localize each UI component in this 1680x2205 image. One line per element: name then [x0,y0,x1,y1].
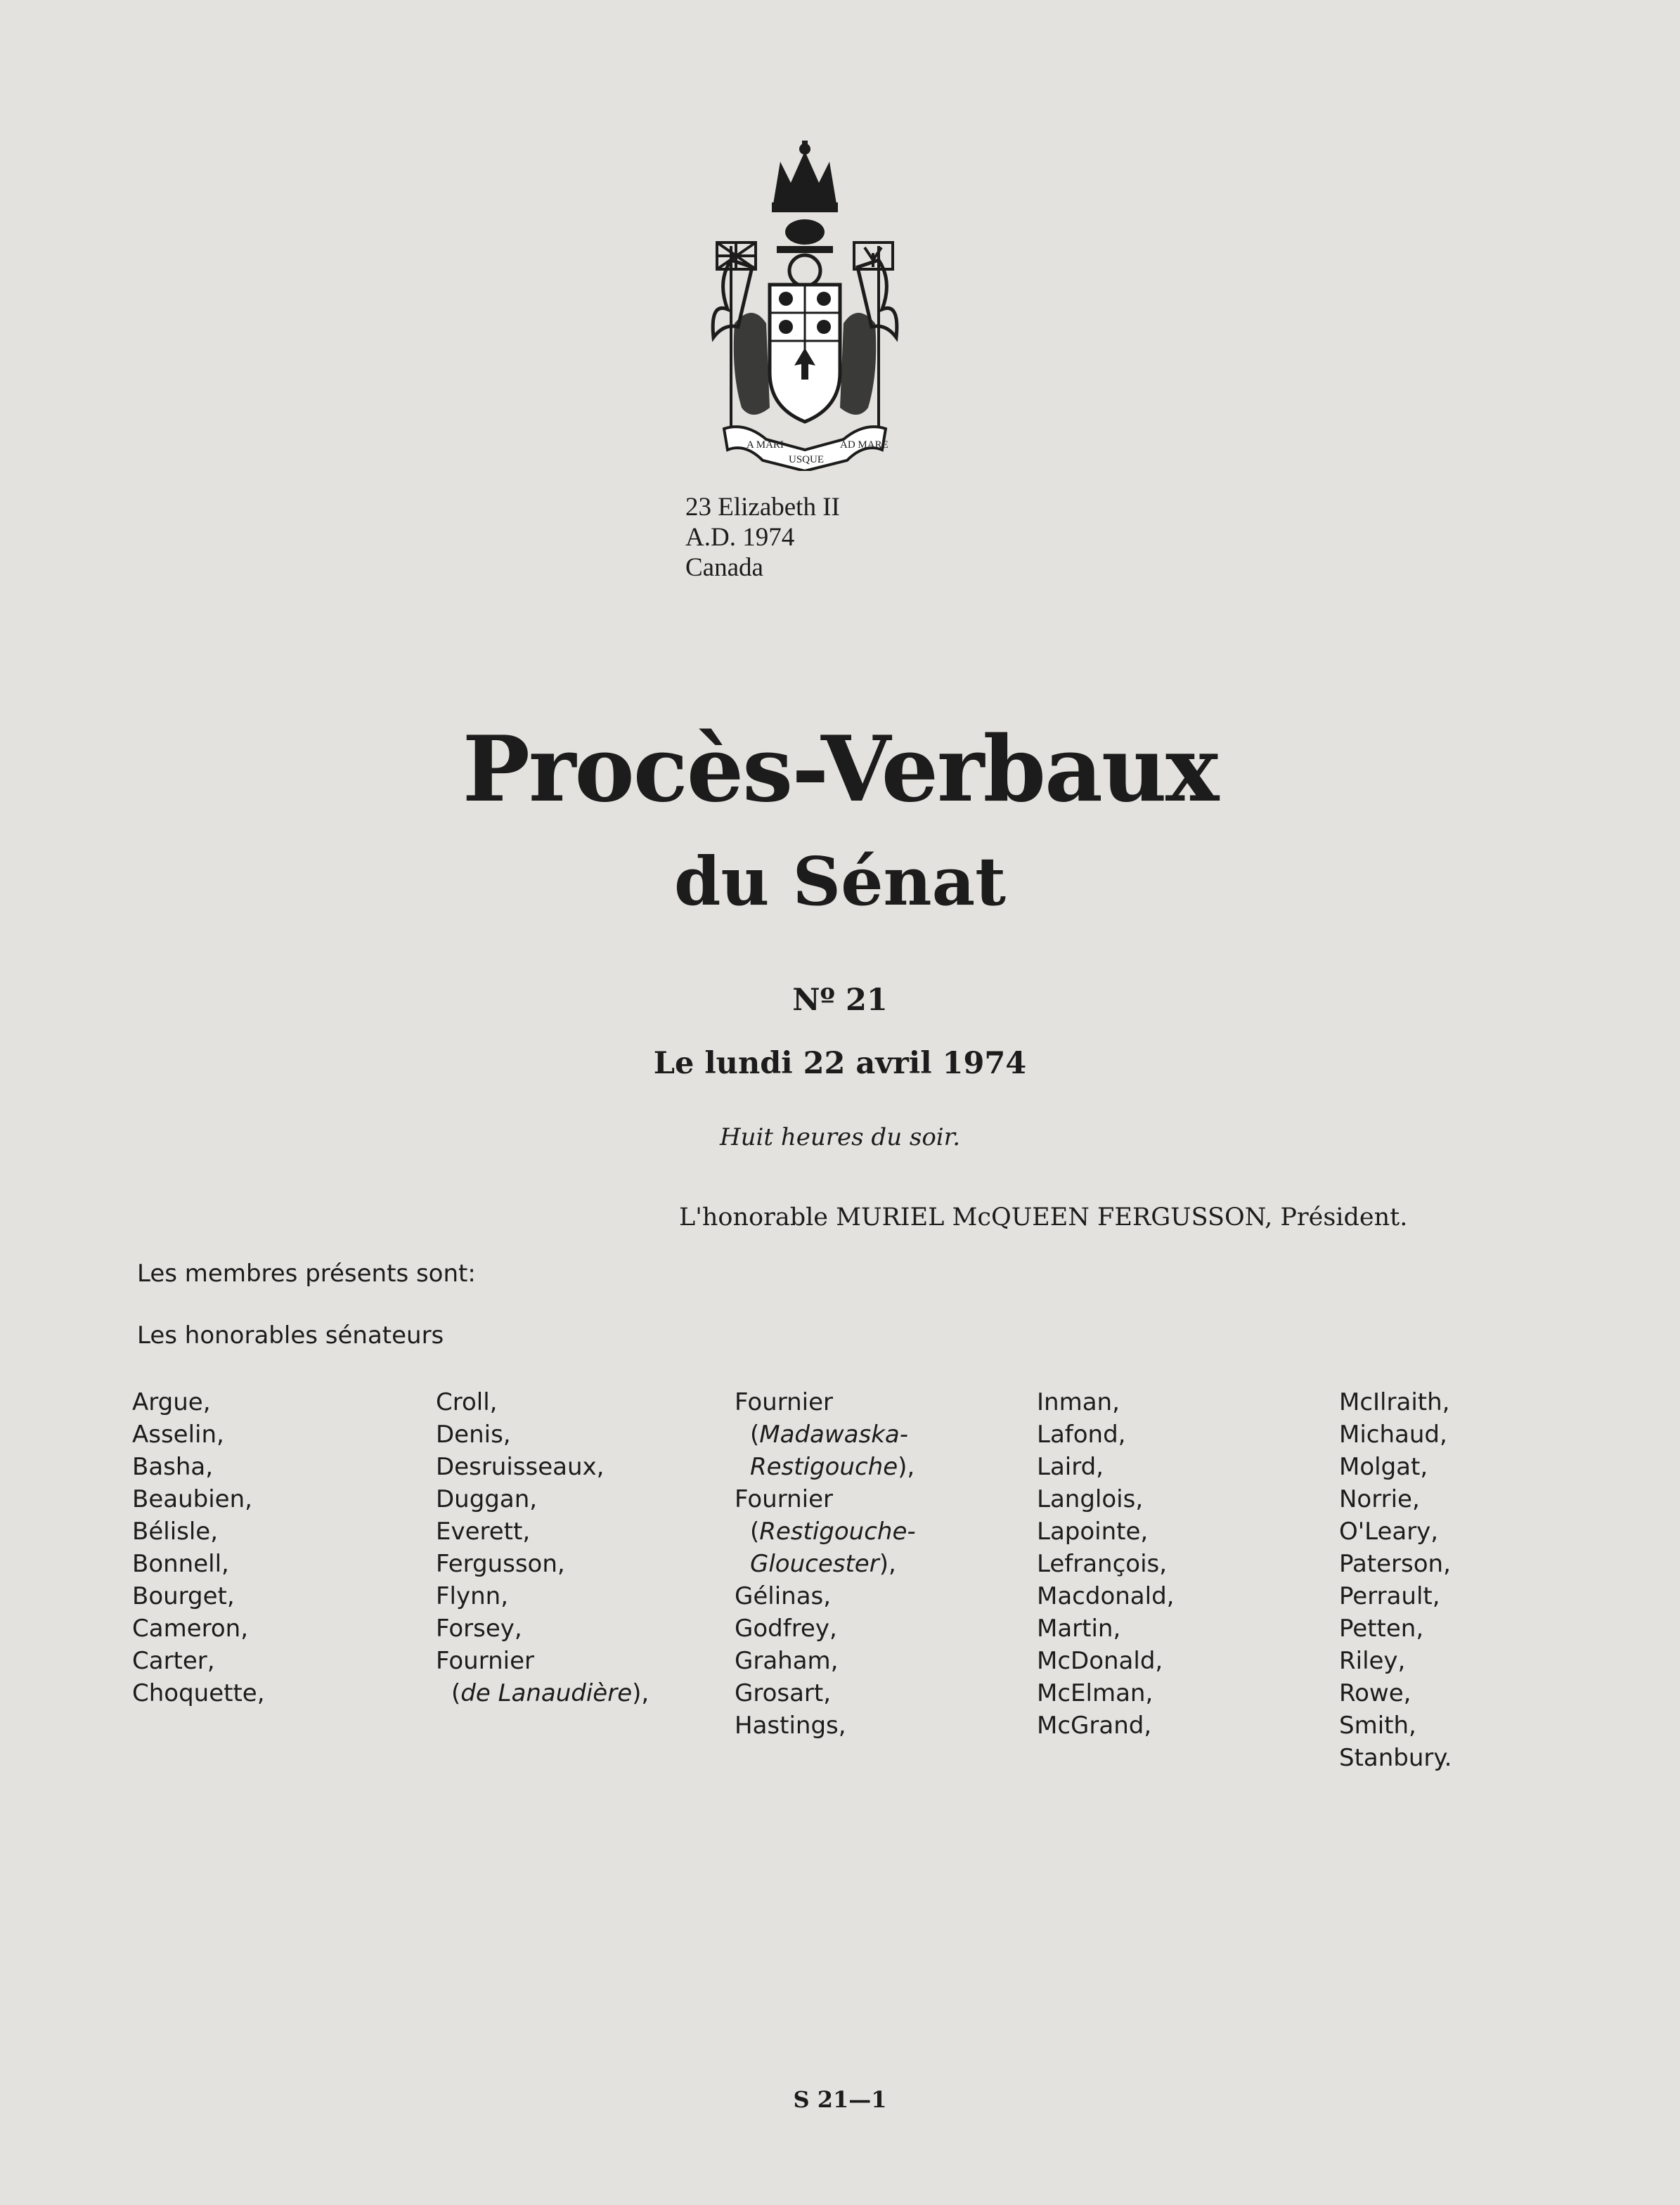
senator-name: Carter, [132,1647,215,1675]
senator-name: Forsey, [436,1615,522,1643]
senator-name: Desruisseaux, [436,1453,605,1481]
senator-name: Martin, [1037,1615,1121,1643]
sitting-time: Huit heures du soir. [719,1123,961,1151]
senator-name: Langlois, [1037,1485,1144,1513]
page-folio: S 21—1 [793,2086,887,2113]
senator-name: Denis, [436,1421,511,1449]
senator-name: Fournier [436,1647,534,1675]
senator-name: Fournier [735,1485,833,1513]
senator-name: Bélisle, [132,1518,219,1546]
senator-name: (Restigouche- [750,1518,916,1546]
senator-name: Petten, [1339,1615,1424,1643]
senators-column-5 [1339,1386,1452,1774]
senator-name: Lapointe, [1037,1518,1149,1546]
senators-label: Les honorables sénateurs [137,1321,444,1350]
senators-column-2 [436,1386,649,1709]
senator-name: McGrand, [1037,1712,1152,1740]
senator-name: Grosart, [735,1679,832,1707]
senator-name: Argue, [132,1388,211,1416]
senators-column-1 [132,1386,265,1709]
senator-name: Stanbury. [1339,1744,1452,1772]
senator-name: Flynn, [436,1582,509,1610]
senator-name: Croll, [436,1388,498,1416]
senator-name: Fournier [735,1388,833,1416]
regnal-year: 23 Elizabeth II [685,493,840,522]
senator-name: Everett, [436,1518,531,1546]
senator-name: Riley, [1339,1647,1406,1675]
senator-name: Perrault, [1339,1582,1440,1610]
country: Canada [685,553,763,582]
senator-name: Gloucester), [750,1550,896,1578]
senator-name: Gélinas, [735,1582,832,1610]
motto-right: AD MARE [840,439,889,451]
senator-name: Godfrey, [735,1615,837,1643]
senator-name: Lefrançois, [1037,1550,1168,1578]
senator-name: Laird, [1037,1453,1104,1481]
senator-name: Asselin, [132,1421,224,1449]
motto-center: USQUE [789,454,825,465]
senator-name: Bonnell, [132,1550,229,1578]
senators-column-4 [1037,1386,1174,1742]
senator-name: Basha, [132,1453,214,1481]
senator-name: Rowe, [1339,1679,1411,1707]
members-label: Les membres présents sont: [137,1260,476,1288]
senator-name: (Madawaska- [750,1421,909,1449]
issue-number: Nº 21 [792,983,888,1018]
senator-name: Choquette, [132,1679,265,1707]
motto-left: A MARI [747,439,784,451]
coat-of-arms-icon [703,141,907,471]
senator-name: O'Leary, [1339,1518,1439,1546]
page-title: Procès-Verbaux [462,717,1218,822]
anno-domini: A.D. 1974 [685,523,795,552]
senator-name: Lafond, [1037,1421,1126,1449]
senator-name: Fergusson, [436,1550,565,1578]
senator-name: McElman, [1037,1679,1154,1707]
senators-column-3 [735,1386,916,1742]
senator-name: Graham, [735,1647,839,1675]
senator-name: Cameron, [132,1615,249,1643]
senator-name: Molgat, [1339,1453,1428,1481]
publication-info [685,492,840,583]
senator-name: McDonald, [1037,1647,1163,1675]
senator-name: Smith, [1339,1712,1416,1740]
senator-name: Norrie, [1339,1485,1420,1513]
presiding-officer: L'honorable MURIEL McQUEEN FERGUSSON, Président. [679,1203,1408,1231]
senator-name: Hastings, [735,1712,846,1740]
senator-name: Inman, [1037,1388,1120,1416]
senator-name: Bourget, [132,1582,235,1610]
sitting-date: Le lundi 22 avril 1974 [653,1046,1027,1081]
senator-name: McIlraith, [1339,1388,1450,1416]
senator-name: Beaubien, [132,1485,252,1513]
senator-name: Paterson, [1339,1550,1451,1578]
page-subtitle: du Sénat [673,843,1007,921]
senator-name: Duggan, [436,1485,538,1513]
senator-name: (de Lanaudière), [451,1679,650,1707]
senator-name: Restigouche), [750,1453,915,1481]
senator-name: Michaud, [1339,1421,1447,1449]
senator-name: Macdonald, [1037,1582,1175,1610]
